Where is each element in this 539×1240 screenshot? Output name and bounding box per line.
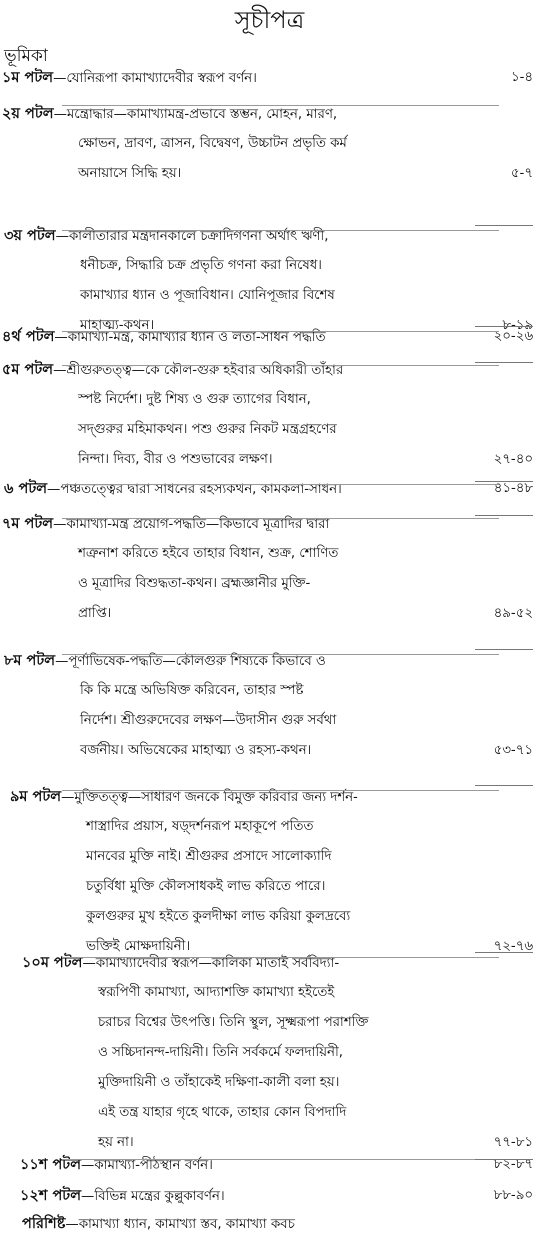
toc-entry bbox=[2, 355, 463, 475]
page-range-underline bbox=[475, 362, 533, 363]
toc-entry-text: —বিভিন্ন মন্ত্রের কুল্লুকাবর্ণন। bbox=[81, 1189, 225, 1204]
page-range-underline bbox=[475, 1159, 533, 1160]
toc-entry-text: কি কি মন্ত্রে অভিষিক্ত করিবেন, তাহার স্পষ্ট bbox=[80, 683, 304, 698]
toc-entry-line bbox=[2, 63, 463, 93]
toc-entry-line bbox=[2, 99, 463, 129]
entry-divider bbox=[62, 790, 499, 791]
toc-entry-line bbox=[20, 1181, 463, 1211]
toc-entry bbox=[2, 63, 463, 93]
toc-entry-heading: ৪র্থ পটল bbox=[2, 329, 55, 345]
page-range-underline bbox=[475, 481, 533, 482]
toc-entry-line bbox=[22, 978, 463, 1008]
toc-entry-text: —শ্রীগুরুতত্ত্ব—কে কৌল-গুরু হইবার অধিকারী তাঁহার bbox=[53, 363, 344, 378]
toc-entry-text: —মুক্তিতত্ত্ব—সাধারণ জনকে বিমুক্ত করিবার জন্য দর্শন- bbox=[61, 790, 358, 805]
toc-entry-heading: ১ম পটল bbox=[2, 70, 54, 86]
toc-entry-line bbox=[4, 474, 463, 504]
toc-entry-text: ক্ষোভন, দ্রাবণ, ত্রাসন, বিদ্বেষণ, উচ্চাটন প্রভৃতি কর্ম bbox=[78, 136, 347, 151]
toc-entry-text: হয় না। bbox=[98, 1135, 134, 1150]
toc-entry-text: বর্জনীয়। অভিষেকের মাহাত্ম্য ও রহস্য-কথন। bbox=[80, 743, 312, 758]
toc-entry bbox=[2, 99, 463, 189]
entry-divider bbox=[62, 518, 499, 519]
toc-entry-text: সদ্গুরুর মহিমাকথন। পশু গুরুর নিকট মন্ত্রগ্রহণের bbox=[78, 422, 337, 437]
toc-entry-line bbox=[22, 1008, 463, 1038]
toc-entry-text: —যোনিরূপা কামাখ্যাদেবীর স্বরূপ বর্ণন। bbox=[53, 71, 257, 86]
toc-entry-heading: ১২শ পটল bbox=[20, 1188, 82, 1204]
toc-entry-text: —কালীতারার মন্ত্রদানকালে চক্রাদিগণনা অর্থাৎ ঋণী, bbox=[55, 229, 329, 244]
toc-entry bbox=[22, 1209, 463, 1239]
toc-entry-line bbox=[10, 782, 463, 812]
toc-entry-line bbox=[2, 355, 463, 385]
toc-entry-heading: ৮ম পটল bbox=[4, 653, 56, 669]
toc-entry-line bbox=[2, 415, 463, 445]
toc-entry-line bbox=[22, 948, 463, 978]
toc-entry-heading: পরিশিষ্ট bbox=[22, 1216, 66, 1232]
toc-entry bbox=[2, 509, 463, 629]
toc-entry-text: মানবের মুক্তি নাই। শ্রীগুরুর প্রসাদে সালোক্যাদি bbox=[86, 849, 332, 864]
toc-entry bbox=[4, 646, 463, 766]
toc-entry-heading: ৬ পটল bbox=[4, 481, 48, 497]
toc-entry bbox=[4, 474, 463, 504]
toc-entry-line bbox=[10, 842, 463, 872]
toc-entry-text: ও সচ্চিদানন্দ-দায়িনী। তিনি সর্বকর্মে ফলদায়িনী, bbox=[98, 1045, 343, 1060]
toc-entry-pages: ২০-২৬ bbox=[493, 329, 533, 344]
page-title: সূচীপত্র bbox=[234, 6, 305, 34]
page-range-underline bbox=[475, 225, 533, 226]
toc-entry-pages: ৮-১৯ bbox=[502, 318, 533, 333]
toc-entry-heading: ৩য় পটল bbox=[4, 228, 56, 244]
page-range-underline bbox=[475, 515, 533, 516]
entry-divider bbox=[62, 331, 499, 332]
toc-entry-text: —কামাখ্যা-পীঠস্থান বর্ণন। bbox=[81, 1158, 213, 1173]
toc-entry-line bbox=[22, 1098, 463, 1128]
entry-divider bbox=[62, 484, 499, 485]
toc-entry-text: ধনীচক্র, সিদ্ধারি চক্র প্রভৃতি গণনা করা নিষেধ। bbox=[80, 258, 322, 273]
toc-entry bbox=[2, 322, 463, 352]
toc-entry-text: মাহাত্ম্য-কথন। bbox=[80, 318, 155, 333]
toc-entry bbox=[20, 1150, 463, 1180]
toc-entry-line bbox=[2, 509, 463, 539]
toc-entry-text: —কামাখ্যা-মন্ত্র প্রয়োগ-পদ্ধতি—কিভাবে মূত্রাদির দ্বারা bbox=[53, 517, 330, 532]
toc-entry-heading: ৫ম পটল bbox=[2, 362, 54, 378]
toc-entry-text: নির্দেশ। শ্রীগুরুদেবের লক্ষণ—উদাসীন গুরু সর্বথা bbox=[80, 713, 337, 728]
page-range-underline bbox=[475, 649, 533, 650]
entry-divider bbox=[62, 365, 499, 366]
toc-entry-text: শাস্ত্রাদির প্রয়াস, ষড়্দর্শনরূপ মহাকূপে পতিত bbox=[86, 819, 314, 834]
toc-entry-line bbox=[2, 129, 463, 159]
toc-entry-line bbox=[10, 902, 463, 932]
toc-entry-text: স্পষ্ট নির্দেশ। দুষ্ট শিষ্য ও গুরু ত্যাগের বিধান, bbox=[78, 392, 311, 407]
toc-entry-heading: ২য় পটল bbox=[2, 106, 54, 122]
toc-entry-text: প্রাপ্তি। bbox=[78, 606, 112, 621]
toc-entry-pages: ৪৯-৫২ bbox=[493, 606, 533, 621]
toc-entry-text: অনায়াসে সিদ্ধি হয়। bbox=[78, 166, 182, 181]
toc-entry-pages: ১-৪ bbox=[510, 70, 533, 85]
toc-entry-line bbox=[4, 676, 463, 706]
toc-entry-pages: ৪১-৪৮ bbox=[493, 481, 533, 496]
toc-entry bbox=[10, 782, 463, 962]
toc-entry-text: ভক্তিই মোক্ষদায়িনী। bbox=[86, 939, 191, 954]
toc-entry bbox=[22, 948, 463, 1158]
toc-entry-heading: ১০ম পটল bbox=[22, 955, 83, 971]
toc-entry-line bbox=[4, 646, 463, 676]
toc-entry-line bbox=[2, 159, 463, 189]
toc-entry-text: চতুর্বিধা মুক্তি কৌলসাধকই লাভ করিতে পারে। bbox=[86, 879, 326, 894]
toc-entry-line bbox=[4, 221, 463, 251]
page-range-underline bbox=[475, 785, 533, 786]
entry-divider bbox=[62, 654, 499, 655]
entry-divider bbox=[62, 957, 499, 958]
toc-entry-text: কুলগুরুর মুখ হইতে কুলদীক্ষা লাভ করিয়া কুলদ্রব্যে bbox=[86, 909, 351, 924]
toc-entry-pages: ৮২-৮৭ bbox=[493, 1157, 533, 1172]
toc-entry-pages: ৭৭-৮১ bbox=[493, 1135, 533, 1150]
toc-entry-line bbox=[4, 706, 463, 736]
toc-entry-text: —পূর্ণাভিষেক-পদ্ধতি—কৌলগুরু শিষ্যকে কিভাবে ও bbox=[55, 654, 326, 669]
intro-heading: ভূমিকা bbox=[4, 46, 48, 66]
page-range-underline bbox=[475, 326, 533, 327]
toc-entry-line bbox=[4, 281, 463, 311]
entry-divider bbox=[62, 105, 499, 106]
toc-entry-text: শত্রুনাশ করিতে হইবে তাহার বিধান, শুক্র, শোণিত bbox=[78, 546, 339, 561]
toc-entry-line bbox=[20, 1150, 463, 1180]
toc-entry-text: এই তন্ত্র যাহার গৃহে থাকে, তাহার কোন বিপদাদি bbox=[98, 1105, 347, 1120]
toc-entry-text: —কামাখ্যা-মন্ত্র, কামাখ্যার ধ্যান ও লতা-সাধন পদ্ধতি bbox=[54, 330, 326, 345]
toc-entry-line bbox=[22, 1068, 463, 1098]
toc-entry-line bbox=[10, 812, 463, 842]
toc-entry-pages: ৫-৭ bbox=[510, 166, 533, 181]
toc-entry-line bbox=[22, 1209, 463, 1239]
toc-entry-pages: ৫৩-৭১ bbox=[493, 743, 533, 758]
toc-entry-text: —মন্ত্রোদ্ধার—কামাখ্যামন্ত্র-প্রভাবে স্তম্ভন, মোহন, মারণ, bbox=[53, 107, 338, 122]
toc-entry bbox=[20, 1181, 463, 1211]
toc-entry-heading: ৭ম পটল bbox=[2, 516, 54, 532]
toc-entry-heading: ৯ম পটল bbox=[10, 789, 62, 805]
toc-entry-pages: ৮৮-৯০ bbox=[493, 1188, 533, 1203]
toc-entry-text: —পঞ্চতত্ত্বের দ্বারা সাধনের রহস্যকথন, কামকলা-সাধন। bbox=[47, 482, 342, 497]
toc-entry-line bbox=[2, 569, 463, 599]
toc-entry-line bbox=[2, 322, 463, 352]
toc-entry-text: —কামাখ্যা ধ্যান, কামাখ্যা স্তব, কামাখ্যা কবচ bbox=[65, 1217, 295, 1232]
toc-entry-line bbox=[2, 539, 463, 569]
toc-entry-text: চরাচর বিশ্বের উৎপত্তি। তিনি স্থুল, সূক্ষ্মরূপা পরাশক্তি bbox=[98, 1015, 369, 1030]
toc-entry-text: নিন্দা। দিব্য, বীর ও পশুভাবের লক্ষণ। bbox=[78, 452, 273, 467]
toc-entry-line bbox=[2, 385, 463, 415]
toc-entry-text: মুক্তিদায়িনী ও তাঁহাকেই দক্ষিণা-কালী বলা হয়। bbox=[98, 1075, 340, 1090]
toc-entry-line bbox=[22, 1038, 463, 1068]
toc-entry-text: কামাখ্যার ধ্যান ও পূজাবিধান। যোনিপূজার বিশেষ bbox=[80, 288, 335, 303]
page-range-underline bbox=[475, 952, 533, 953]
toc-entry-text: —কামাখ্যাদেবীর স্বরূপ—কালিকা মাতাই সর্ববিদ্যা- bbox=[82, 956, 340, 971]
toc-entry-line bbox=[4, 736, 463, 766]
toc-entry-line bbox=[2, 445, 463, 475]
toc-entry-line bbox=[2, 599, 463, 629]
toc-entry-pages: ৭২-৭৬ bbox=[493, 939, 533, 954]
toc-entry-text: স্বরূপিণী কামাখ্যা, আদ্যাশক্তি কামাখ্যা হইতেই bbox=[98, 985, 335, 1000]
toc-entry-line bbox=[4, 251, 463, 281]
toc-entry-pages: ২৭-৪০ bbox=[493, 452, 533, 467]
toc-entry-text: ও মূত্রাদির বিশুদ্ধতা-কথন। ব্রহ্মজ্ঞানীর মুক্তি- bbox=[78, 576, 311, 591]
entry-divider bbox=[62, 230, 499, 231]
toc-entry-line bbox=[10, 872, 463, 902]
entry-divider bbox=[62, 1159, 499, 1160]
toc-entry-heading: ১১শ পটল bbox=[20, 1157, 81, 1173]
